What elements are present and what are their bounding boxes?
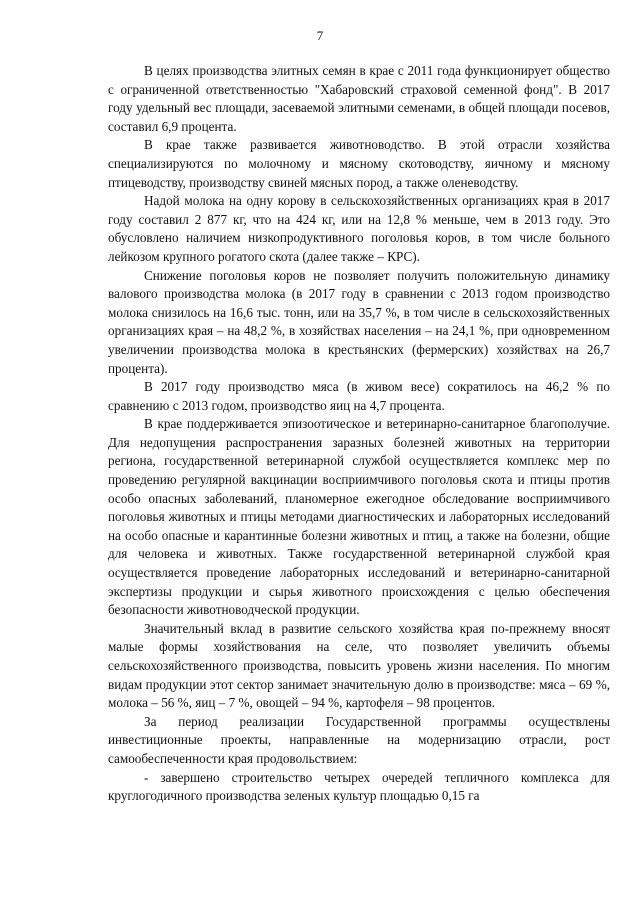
paragraph-meat-eggs: В 2017 году производство мяса (в живом весе) сократилось на 46,2 % по сравнению с 2013 годом, производство яиц на 4,7 процента. xyxy=(108,379,610,413)
paragraph-milk-production: Снижение поголовья коров не позволяет получить положительную динамику валового производства молока (в 2017 году в сравнении с 2013 годом производство молока снизилось на 16,6 тыс. тонн, или на 35,7 %, в том числе в сельскохозяйственных организациях края – на 48,2 %, в хозяйствах населения – на 24,1 %, при одновременном увеличении производства молока в крестьянских (фермерских) хозяйствах на 26,7 процента). xyxy=(108,267,610,376)
page-number: 7 xyxy=(316,28,324,43)
paragraph-investment: За период реализации Государственной программы осуществлены инвестиционные проекты, направленные на модернизацию отрасли, рост самообеспеченности края продовольствием: xyxy=(108,713,610,766)
paragraph-veterinary: В крае поддерживается эпизоотическое и ветеринарно-санитарное благополучие. Для недопущения распространения заразных болезней животных на территории региона, государственной ветеринарной службой осуществляется комплекс мер по проведению регулярной вакцинации восприимчивого поголовья скота и птицы против особо опасных заболеваний, планомерное ежегодное обследование восприимчивого поголовья животных и птицы методами диагностических и лабораторных исследований на особо опасные и карантинные болезни животных и птиц, а также на болезни, общие для человека и животных. Также государственной ветеринарной службой края осуществляется проведение лабораторных исследований и ветеринарно-санитарной экспертизы продукции и сырья животного происхождения с целью обеспечения безопасности животноводческой продукции. xyxy=(108,416,610,618)
document-body xyxy=(108,62,610,806)
paragraph-milk-yield: Надой молока на одну корову в сельскохозяйственных организациях края в 2017 году составил 2 877 кг, что на 424 кг, или на 12,8 % меньше, чем в 2013 году. Это обусловлено наличием низкопродуктивного поголовья коров, в том числе больного лейкозом крупного рогатого скота (далее также – КРС). xyxy=(108,193,610,264)
paragraph-greenhouse-item: - завершено строительство четырех очередей тепличного комплекса для круглогодичного производства зеленых культур площадью 0,15 га xyxy=(108,769,610,804)
paragraph-elite-seeds: В целях производства элитных семян в крае с 2011 года функционирует общество с ограниченной ответственностью "Хабаровский страховой семенной фонд". В 2017 году удельный вес площади, засеваемой элитными семенами, в общей площади посевов, составил 6,9 процента. xyxy=(108,63,610,134)
paragraph-small-farms: Значительный вклад в развитие сельского хозяйства края по-прежнему вносят малые формы хозяйствования на селе, что позволяет увеличить объемы сельскохозяйственного производства, повысить уровень жизни населения. По многим видам продукции этот сектор занимает значительную долю в производстве: мяса – 69 %, молока – 56 %, яиц – 7 %, овощей – 94 %, картофеля – 98 процентов. xyxy=(108,620,610,711)
paragraph-livestock: В крае также развивается животноводство. В этой отрасли хозяйства специализируются по молочному и мясному скотоводству, яичному и мясному птицеводству, производству свиней мясных пород, а также оленеводству. xyxy=(108,137,610,190)
